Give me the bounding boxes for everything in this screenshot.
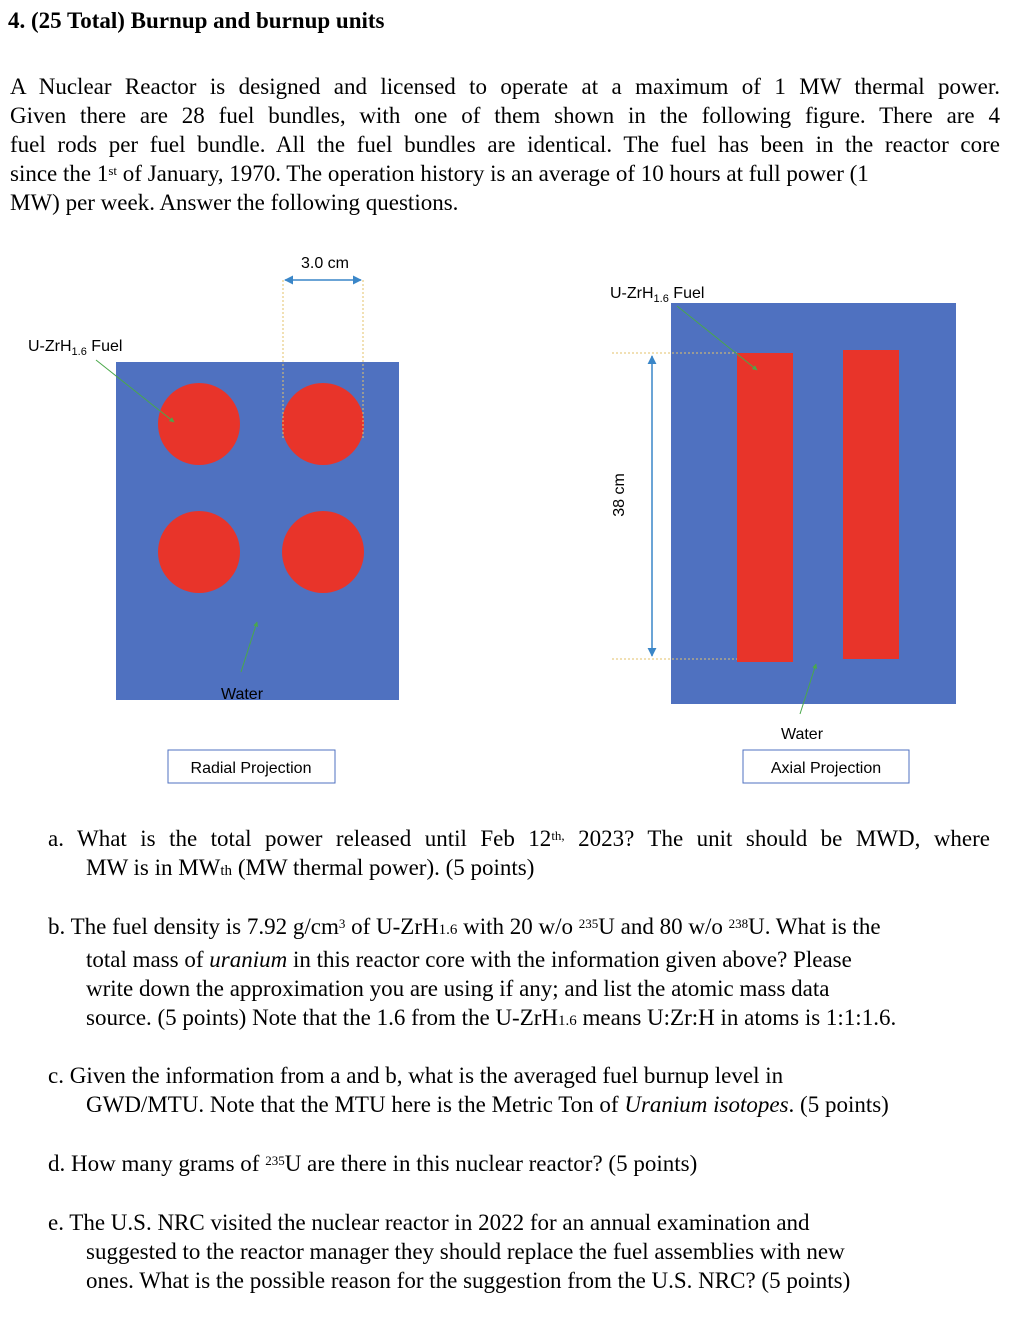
question-e-line-2: suggested to the reactor manager they should replace the fuel assemblies with new <box>86 1239 845 1264</box>
axial-water-region <box>671 303 956 704</box>
question-a-line-1: a. What is the total power released until Feb $12^{th,}$ 2023? The unit should be MWD, where <box>48 826 990 851</box>
question-a-line-2: MW is in MWth (MW thermal power). (5 points) <box>86 855 535 880</box>
fuel-rod-top-left <box>158 383 240 465</box>
question-c-line-1: c. Given the information from a and b, what is the averaged fuel burnup level in <box>48 1063 784 1088</box>
axial-caption: Axial Projection <box>770 760 882 777</box>
axial-fuel-rod-right <box>843 350 899 659</box>
fuel-rod-top-right <box>282 383 364 465</box>
intro-line-3: fuel rods per fuel bundle. All the fuel bundles are identical. The fuel has been in the reactor core <box>10 132 1000 157</box>
intro-line-5: MW) per week. Answer the following questions. <box>10 190 459 215</box>
radial-projection <box>28 255 399 783</box>
question-e-line-1: e. The U.S. NRC visited the nuclear reactor in 2022 for an annual examination and <box>48 1210 810 1235</box>
question-b-line-4: source. (5 points) Note that the 1.6 from the U-ZrH1.6 means U:Zr:H in atoms is 1:1:1.6. <box>86 1005 897 1030</box>
axial-projection <box>610 285 956 783</box>
question-a <box>48 824 990 886</box>
fuel-rod-bottom-left <box>158 511 240 593</box>
axial-water-label: Water <box>780 726 824 743</box>
question-d <box>48 1149 990 1178</box>
radial-water-label: Water <box>220 686 264 703</box>
question-b <box>48 912 990 1036</box>
intro-line-4: since the 1st of January, 1970. The operation history is an average of 10 hours at full power (1 <box>10 161 869 186</box>
axial-dimension-label: 38 cm <box>611 473 628 517</box>
question-b-line-2: total mass of uranium in this reactor core with the information given above? Please <box>86 947 852 972</box>
intro-line-2: Given there are 28 fuel bundles, with one of them shown in the following figure. There are 4 <box>10 103 1000 128</box>
problem-title: 4. (25 Total) Burnup and burnup units <box>8 8 385 33</box>
fuel-bundle-figure <box>0 240 1018 800</box>
axial-fuel-rod-left <box>737 353 793 662</box>
question-b-line-1: b. The fuel density is 7.92 $g/cm^3$ of U-ZrH1.6 with 20 w/o $^{235}$U and 80 w/o $^{238}$U. What is the <box>48 914 881 939</box>
question-e <box>48 1208 990 1295</box>
problem-intro <box>10 72 1000 217</box>
radial-caption: Radial Projection <box>190 760 312 777</box>
question-b-line-3: write down the approximation you are using if any; and list the atomic mass data <box>86 976 830 1001</box>
intro-line-1: A Nuclear Reactor is designed and licensed to operate at a maximum of 1 MW thermal power. <box>10 74 1000 99</box>
radial-dimension-label: 3.0 cm <box>300 255 350 272</box>
fuel-rod-bottom-right <box>282 511 364 593</box>
question-e-line-3: ones. What is the possible reason for the suggestion from the U.S. NRC? (5 points) <box>86 1268 851 1293</box>
question-d-line-1: d. How many grams of $^{235}$U are there in this nuclear reactor? (5 points) <box>48 1151 698 1176</box>
question-c <box>48 1061 990 1119</box>
question-c-line-2: GWD/MTU. Note that the MTU here is the Metric Ton of Uranium isotopes. (5 points) <box>86 1092 889 1117</box>
radial-fuel-label: U-ZrH$_{1.6}$ Fuel <box>28 338 123 358</box>
axial-fuel-label: U-ZrH$_{1.6}$ Fuel <box>610 285 705 305</box>
